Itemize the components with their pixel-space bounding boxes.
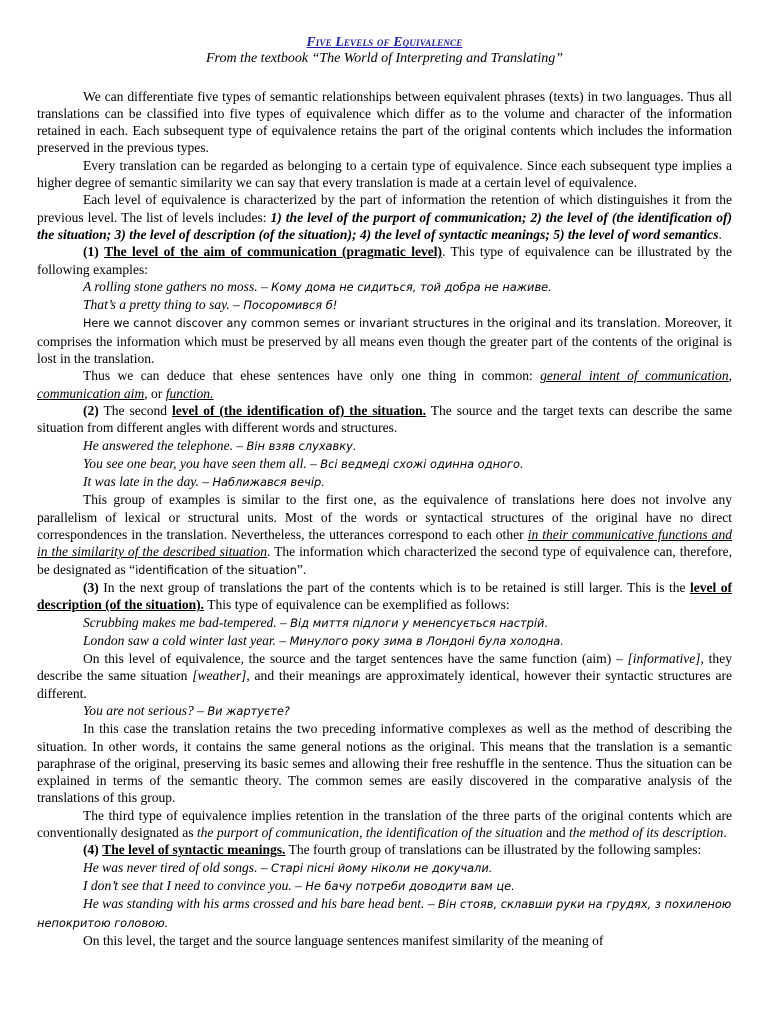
document-subtitle: From the textbook “The World of Interpreting and Translating”: [205, 51, 563, 67]
paragraph: Every translation can be regarded as belonging to a certain type of equivalence. Since each subsequent type implies a higher degree of semantic similarity we can say that every translation is made at a certain level of equivalence.: [37, 157, 732, 191]
document-title: [37, 33, 732, 50]
paragraph: [37, 807, 732, 842]
example-en: A rolling stone gathers no moss. –: [83, 278, 268, 294]
section-heading: level of description (of the situation).: [37, 579, 733, 613]
term: communication aim: [37, 385, 145, 401]
term: in their communicative functions and in the similarity of the described situation: [37, 527, 733, 560]
text: This group of examples is similar to the first one, as the equivalence of translations here does not involve any parallelism of lexical or structural units. Most of the words or syntactical structures of the original have no direct correspondences in the translation. Nevertheless, the utterances correspond to each other: [37, 492, 732, 543]
section-number: (1): [83, 244, 99, 260]
text: The fourth group of translations can be illustrated by the following samples:: [288, 842, 702, 858]
example-ua: Минулого року зима в Лондоні була холодна.: [289, 633, 564, 648]
example-en: That’s a pretty thing to say. –: [83, 297, 240, 313]
section-number: (3): [83, 579, 99, 595]
example-ua: Він стояв, склавши руки на грудях, з похиленою непокритою головою.: [37, 897, 732, 930]
term: the method of its description: [569, 825, 724, 841]
term: the purport of communication, the identification of the situation: [196, 825, 543, 841]
example: [37, 296, 732, 314]
text: Here we cannot discover any common semes or invariant structures in the original and its translation.: [83, 317, 661, 331]
section-heading: The level of syntactic meanings.: [102, 842, 286, 858]
term: [informative]: [627, 651, 701, 667]
example: [37, 437, 732, 455]
text: and: [546, 825, 566, 841]
example-en: I don’t see that I need to convince you. –: [83, 877, 302, 893]
text: The source and the target texts can describe the same situation from different angles with different words and structures.: [37, 402, 732, 436]
example: [37, 278, 732, 296]
example: [37, 473, 732, 491]
paragraph: On this level, the target and the source language sentences manifest similarity of the meaning of: [83, 932, 604, 948]
section-heading: The level of the aim of communication (pragmatic level): [104, 244, 443, 260]
text: . This type of equivalence can be illustrated by the following examples:: [37, 244, 733, 277]
text: The third type of equivalence implies retention in the translation of the three parts of the original contents which are conventionally designated as: [37, 807, 732, 841]
example-en: He answered the telephone. –: [83, 437, 244, 453]
example-ua: Наближався вечір.: [212, 475, 325, 490]
example-en: He was never tired of old songs. –: [83, 859, 268, 875]
example-ua: Не бачу потреби доводити вам це.: [305, 878, 515, 893]
term: [weather]: [192, 668, 247, 684]
paragraph: [37, 841, 732, 858]
example: [37, 632, 732, 650]
example-ua: Він взяв слухавку.: [246, 438, 357, 453]
example-en: You are not serious? –: [83, 702, 204, 718]
text: Each level of equivalence is characterized by the part of information the retention of which distinguishes it from the previous level. The list of levels includes:: [37, 192, 732, 225]
paragraph: [37, 191, 732, 243]
example-ua: Ви жартуєте?: [207, 703, 290, 718]
example-ua: Кому дома не сидиться, той добра не наживе.: [271, 279, 552, 294]
text: .: [723, 825, 727, 841]
text: On this level of equivalence, the source and the target sentences have the same function (aim) –: [83, 651, 623, 667]
paragraph: In this case the translation retains the two preceding informative complexes as well as the method of describing the situation. In other words, it contains the same general notions as the original. This means that the translation is a semantic paraphrase of the original, preserving its basic semes and allowing their free reshuffle in the sentence. Thus the situation can be explained in terms of the semantic theory. The common semes are easily discovered in the comparative analysis of the translations of this group.: [37, 721, 732, 806]
paragraph: [37, 243, 732, 278]
paragraph: [37, 491, 732, 578]
text: , they describe the same situation: [37, 651, 732, 684]
text: Moreover, it comprises the information which must be preserved by all means even though the greater part of the contents of the original is lost in the translation.: [37, 315, 733, 367]
paragraph: [37, 402, 732, 437]
term: identification of the situation: [135, 563, 297, 577]
text: The second: [103, 402, 168, 418]
example: [37, 614, 732, 632]
example-en: You see one bear, you have seen them all. –: [83, 455, 317, 471]
example: [37, 895, 732, 932]
title-text: Five Levels of Equivalence: [306, 34, 463, 49]
term: function.: [165, 385, 214, 401]
text: , or: [144, 385, 163, 401]
text: This type of equivalence can be exemplified as follows:: [207, 597, 510, 613]
text: . The information which characterized the second type of equivalence can, therefore, be designated as “: [37, 544, 733, 577]
example-en: Scrubbing makes me bad-tempered. –: [83, 614, 287, 630]
text: In the next group of translations the part of the contents which is to be retained is still larger. This is the: [103, 579, 686, 595]
text: ,: [728, 368, 732, 384]
term: general intent of communication: [540, 368, 729, 384]
example-ua: Від миття підлоги у менепсується настрій.: [290, 615, 549, 630]
text: , and their meanings are approximately identical, however their syntactic structures are different.: [37, 668, 732, 701]
paragraph: [37, 579, 732, 614]
paragraph: [37, 314, 732, 367]
paragraph: [37, 650, 732, 702]
section-heading: level of (the identification of) the situation.: [171, 402, 427, 418]
paragraph: [37, 367, 732, 402]
example-en: It was late in the day. –: [83, 474, 210, 490]
example: [37, 859, 732, 877]
text: .: [718, 226, 722, 242]
example-ua: Посоромився б!: [243, 298, 338, 313]
levels-list: 1) the level of the purport of communication; 2) the level of (the identification of) the situation; 3) the level of description (of the situation); 4) the level of syntactic meanings; 5) the level of word semantics: [37, 209, 733, 242]
example-ua: Всі ведмеді схожі одинна одного.: [320, 456, 524, 471]
paragraph: We can differentiate five types of semantic relationships between equivalent phrases (texts) in two languages. Thus all translations can be classified into five types of equivalence which differ as to the volume and character of the information retained in each. Each subsequent type of equivalence retains the part of the original contents which includes the information preserved in the previous types.: [37, 88, 732, 156]
text: Thus we can deduce that ehese sentences have only one thing in common:: [83, 368, 533, 384]
example: [37, 455, 732, 473]
example: [37, 702, 732, 720]
example-en: London saw a cold winter last year. –: [83, 632, 287, 648]
example: [37, 877, 732, 895]
example-en: He was standing with his arms crossed and his bare head bent. –: [83, 896, 435, 912]
text: ”.: [296, 561, 307, 577]
example-ua: Старі пісні йому ніколи не докучали.: [271, 860, 493, 875]
section-number: (4): [83, 842, 99, 858]
section-number: (2): [83, 402, 99, 418]
